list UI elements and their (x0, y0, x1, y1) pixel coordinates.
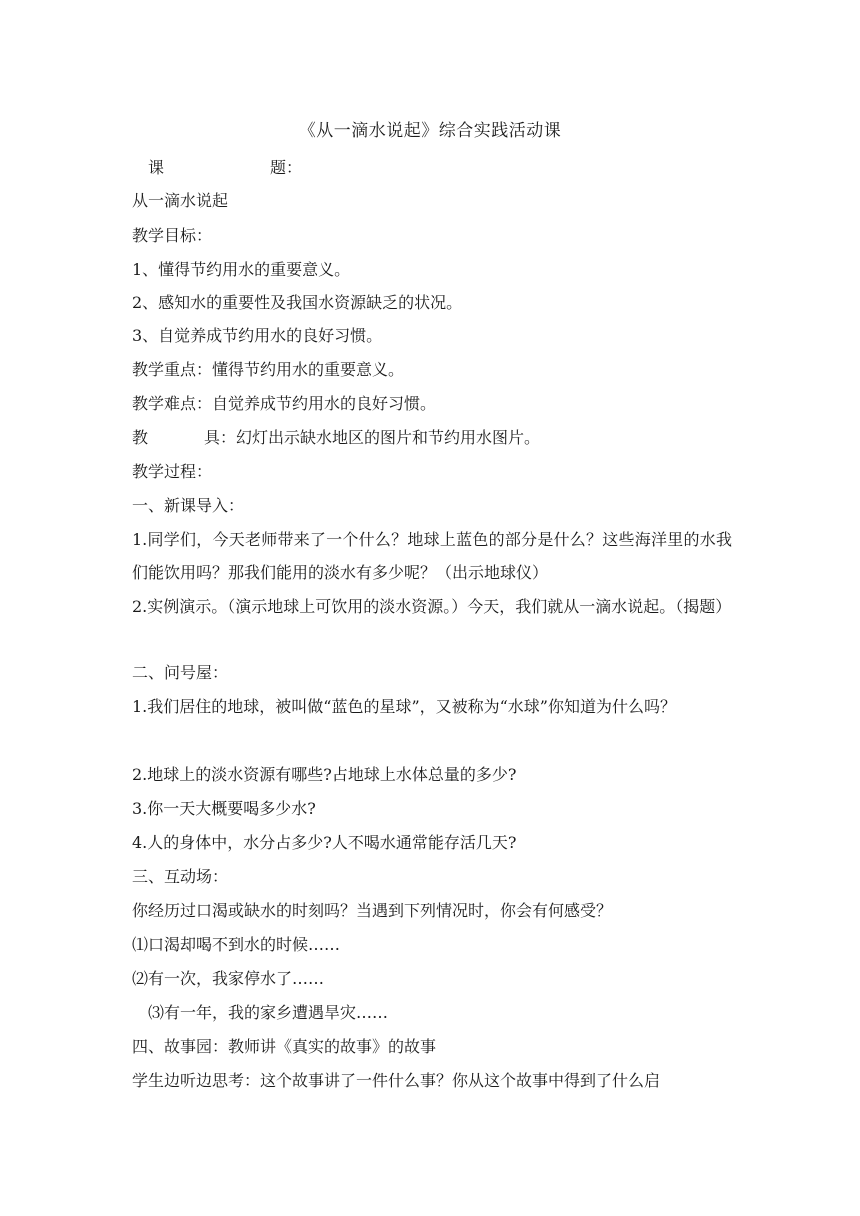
difficult-point: 教学难点：自觉养成节约用水的良好习惯。 (132, 394, 437, 413)
topic-text: 从一滴水说起 (132, 191, 229, 210)
key-point: 教学重点：懂得节约用水的重要意义。 (132, 360, 405, 379)
tools-label: 教 (132, 428, 149, 447)
ke-ti-line (132, 158, 732, 178)
process-heading: 教学过程： (132, 462, 213, 481)
paragraph: 1.同学们，今天老师带来了一个什么？地球上蓝色的部分是什么？这些海洋里的水我们能饮用吗？那我们能用的淡水有多少呢？（出示地球仪） (132, 530, 732, 582)
paragraph: 你经历过口渴或缺水的时刻吗？当遇到下列情况时，你会有何感受？ (132, 901, 613, 920)
tools-line (132, 428, 732, 448)
paragraph: 2.实例演示。（演示地球上可饮用的淡水资源。）今天，我们就从一滴水说起。（揭题） (132, 597, 732, 616)
paragraph: 3.你一天大概要喝多少水? (132, 799, 316, 818)
list-item: ⑵有一次，我家停水了…… (132, 969, 325, 988)
paragraph: 4.人的身体中，水分占多少?人不喝水通常能存活几天? (132, 833, 517, 852)
paragraph: 2.地球上的淡水资源有哪些?占地球上水体总量的多少? (132, 765, 517, 784)
goals-heading: 教学目标： (132, 226, 213, 245)
ke-label: 课 (148, 158, 165, 177)
section-heading: 三、互动场： (132, 867, 229, 886)
goal-item: 1、懂得节约用水的重要意义。 (132, 260, 351, 279)
goal-item: 3、自觉养成节约用水的良好习惯。 (132, 326, 383, 345)
section-heading: 四、故事园：教师讲《真实的故事》的故事 (132, 1037, 437, 1056)
goal-item: 2、感知水的重要性及我国水资源缺乏的状况。 (132, 293, 463, 312)
section-heading: 一、新课导入： (132, 496, 245, 515)
section-heading: 二、问号屋： (132, 663, 229, 682)
list-item: ⑴口渴却喝不到水的时候…… (132, 935, 341, 954)
paragraph: 1.我们居住的地球，被叫做“蓝色的星球”，又被称为“水球”你知道为什么吗？ (132, 697, 676, 716)
ti-label: 题： (270, 158, 303, 177)
list-item: ⑶有一年，我的家乡遭遇旱灾…… (148, 1003, 389, 1022)
document-title: 《从一滴水说起》综合实践活动课 (298, 121, 562, 141)
tools-text: 具：幻灯出示缺水地区的图片和节约用水图片。 (204, 428, 541, 447)
paragraph: 学生边听边思考：这个故事讲了一件什么事？你从这个故事中得到了什么启 (132, 1071, 661, 1090)
